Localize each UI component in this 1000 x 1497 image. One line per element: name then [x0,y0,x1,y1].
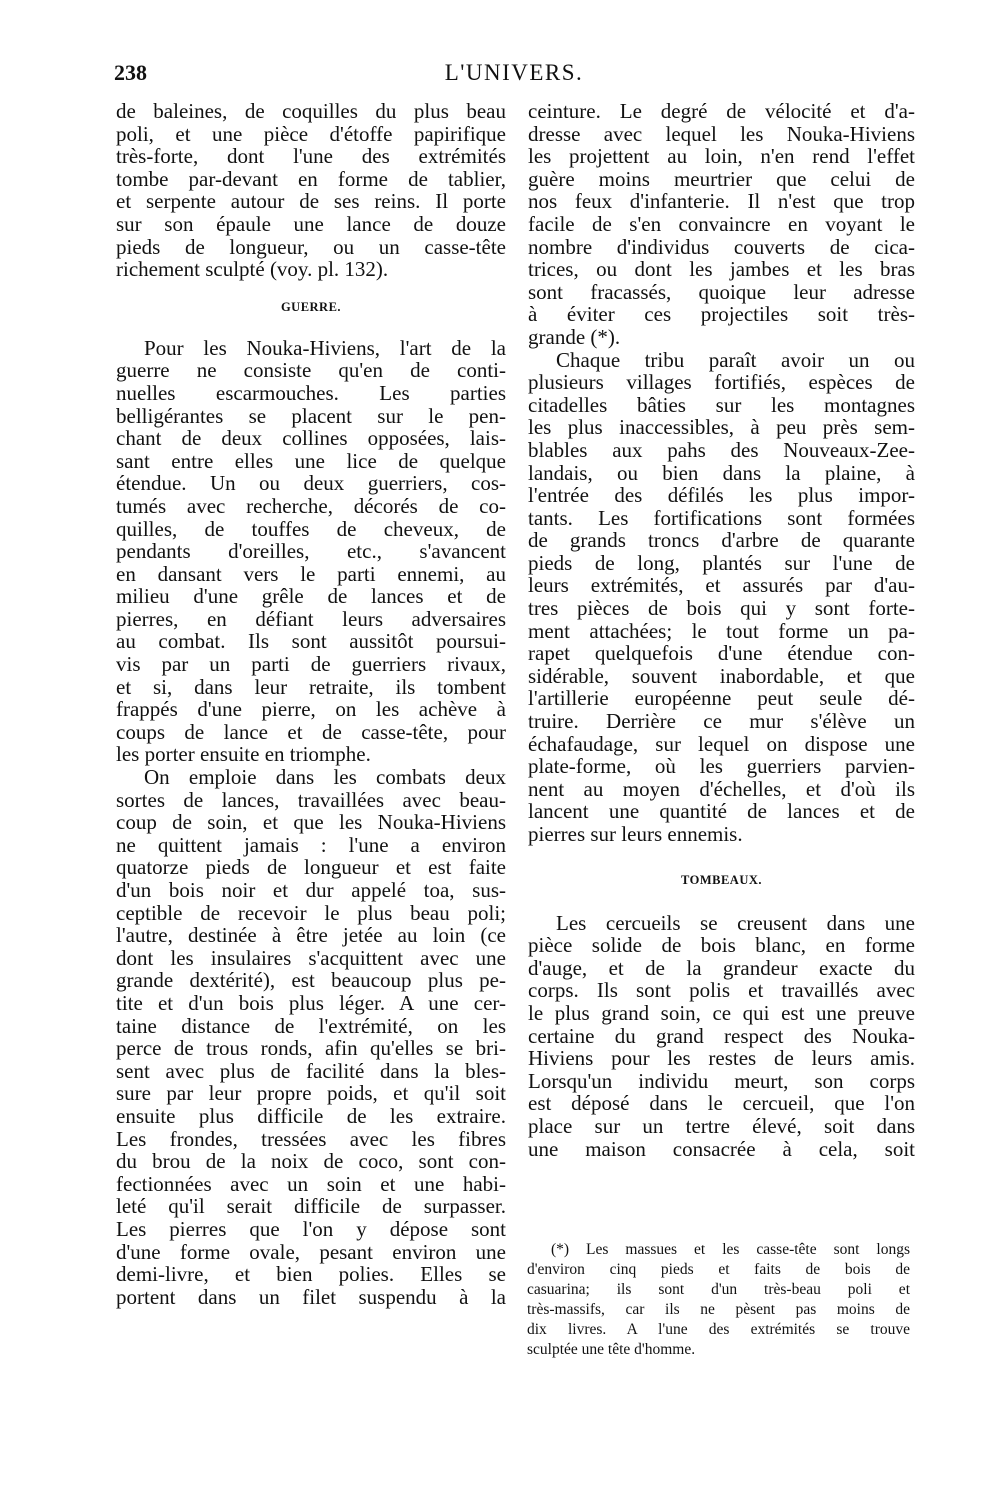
text-line: le plus grand soin, ce qui est une preuve [528,1000,915,1025]
text-line: corps. Ils sont polis et travaillés avec [528,978,915,1003]
text-line: est déposé dans le cercueil, que l'on [528,1091,915,1116]
text-line: coups de lance et de casse-tête, pour [116,719,506,744]
text-line: sortes de lances, travaillées avec beau- [116,787,506,812]
text-line: pendants d'oreilles, etc., s'avancent [116,539,506,564]
page-number: 238 [114,60,147,85]
text-line: place sur un tertre élevé, soit dans [528,1113,915,1138]
text-line: l'artillerie européenne peut seule dé- [528,686,915,711]
text-line: étendue. Un ou deux guerriers, cos- [116,471,506,496]
text-line: ceinture. Le degré de vélocité et d'a- [528,99,915,123]
paragraph-guerre-1 [116,337,506,766]
text-line: tants. Les fortifications sont formées [528,505,915,530]
text-line: l'autre, destinée à être jetée au loin (ce [116,923,506,948]
paragraph-guerre-2 [116,766,506,1308]
text-line: pierres, en défiant leurs adversaires [116,606,506,631]
text-line: grande (*). [528,324,621,349]
text-line: On emploie dans les combats deux [144,765,506,790]
right-column [528,100,915,1160]
text-line: demi-livre, et bien polies. Elles se [116,1262,506,1287]
text-line: une maison consacrée à cela, soit [528,1136,915,1161]
text-line: sidérable, souvent inabordable, et que [528,663,915,688]
text-line: milieu d'une grêle de lances et de [116,584,506,609]
text-line: leté qu'il serait difficile de surpasser. [116,1194,506,1219]
text-line: de grands troncs d'arbre de quarante [528,528,915,553]
text-line: ensuite plus difficile de les extraire. [116,1103,506,1128]
text-line: tumés avec recherche, décorés de co- [116,493,506,518]
text-line: leurs extrémités, et assurés par d'au- [528,573,915,598]
text-line: tres pièces de bois qui y sont forte- [528,596,915,621]
text-line: grande dextérité), est beaucoup plus pe- [116,968,506,993]
text-line: pièce solide de bois blanc, en forme [528,933,915,958]
footnote-line: dix livres. A l'une des extrémités se trouve [527,1321,910,1338]
text-line: quatorze pieds de longueur et est faite [116,855,506,880]
text-line: perce de trous ronds, afin qu'elles se bri- [116,1036,506,1061]
text-line: guère moins meurtrier que celui de [528,166,915,191]
paragraph-tombeaux [528,912,915,1161]
text-line: facile de s'en convaincre en voyant le [528,211,915,236]
text-line: ne quittent jamais : l'une a environ [116,832,506,857]
text-line: portent dans un filet suspendu à la [116,1284,506,1309]
text-line: ceptible de recevoir le plus beau poli; [116,900,506,925]
footnote-line: d'environ cinq pieds et faits de bois de [527,1261,910,1278]
text-line: belligérantes se placent sur le pen- [116,403,506,428]
footnote [527,1240,910,1360]
text-line: landais, ou bien dans la plaine, à [528,460,915,485]
text-line: pieds de long, plantés sur l'une de [528,550,915,575]
text-line: à éviter ces projectiles soit très- [528,302,915,327]
running-title: L'UNIVERS. [444,60,584,85]
section-heading-tombeaux: TOMBEAUX. [680,872,762,887]
footnote-line: (*) Les massues et les casse-tête sont longs [551,1241,910,1258]
text-line: sont fracassés, quoique leur adresse [528,279,915,304]
text-line: richement sculpté (voy. pl. 132). [116,257,389,282]
text-line: truire. Derrière ce mur s'élève un [528,709,915,734]
section-heading-guerre: GUERRE. [280,299,342,314]
text-line: les porter ensuite en triomphe. [116,742,371,767]
intro-paragraph [116,100,506,281]
text-line: nos feux d'infanterie. Il n'est que trop [528,189,915,214]
text-line: Lorsqu'un individu meurt, son corps [528,1068,915,1093]
text-line: Les pierres que l'on y dépose sont [116,1216,506,1241]
text-line: blables aux pahs des Nouveaux-Zee- [528,437,915,462]
text-line: pieds de longueur, ou un casse-tête [116,234,506,259]
text-line: Les cercueils se creusent dans une [556,910,915,935]
text-line: au combat. Ils sont aussitôt poursui- [116,629,506,654]
text-line: frappés d'une pierre, on les achève à [116,697,506,722]
text-line: quilles, de touffes de cheveux, de [116,516,506,541]
text-line: certaine du grand respect des Nouka- [528,1023,915,1048]
text-line: citadelles bâties sur les montagnes [528,392,915,417]
text-line: Chaque tribu paraît avoir un ou [556,347,915,372]
text-line: plusieurs villages fortifiés, espèces de [528,370,915,395]
text-line: coup de soin, et que les Nouka-Hiviens [116,810,506,835]
text-line: sur son épaule une lance de douze [116,211,506,236]
text-line: l'entrée des défilés les plus impor- [528,483,915,508]
text-line: Hiviens pour les restes de leurs amis. [528,1046,915,1071]
text-line: et serpente autour de ses reins. Il porte [116,189,506,214]
text-line: les plus inaccessibles, à peu près sem- [528,415,915,440]
text-line: Pour les Nouka-Hiviens, l'art de la [144,335,506,360]
text-line: nent au moyen d'échelles, et d'où ils [528,776,915,801]
text-line: sure par leur propre poids, et qu'il soit [116,1081,506,1106]
text-line: lancent une quantité de lances et de [528,799,915,824]
text-line: taine distance de l'extrémité, on les [116,1013,506,1038]
text-line: rapet quelquefois d'une étendue con- [528,641,915,666]
text-line: et si, dans leur retraite, ils tombent [116,674,506,699]
text-line: pierres sur leurs ennemis. [528,822,743,846]
text-line: tombe par-devant en forme de tablier, [116,166,506,191]
text-line: tite et d'un bois plus léger. A une cer- [116,990,506,1015]
text-line: fectionnées avec un soin et une habi- [116,1171,506,1196]
text-line: trices, ou dont les jambes et les bras [528,257,915,282]
text-line: sant entre elles une lice de quelque [116,448,506,473]
text-line: vis par un parti de guerriers rivaux, [116,652,506,677]
left-column [116,100,506,1308]
text-line: de baleines, de coquilles du plus beau [116,99,506,123]
page-header [114,60,914,92]
text-line: en dansant vers le parti ennemi, au [116,561,506,586]
text-line: les projettent au loin, n'en rend l'effet [528,144,915,169]
text-line: d'auge, et de la grandeur exacte du [528,955,915,980]
text-line: sent avec plus de facilité dans la bles- [116,1058,506,1083]
footnote-line: casuarina; ils sont d'un très-beau poli et [527,1281,910,1298]
text-line: poli, et une pièce d'étoffe papirifique [116,121,506,146]
text-line: échafaudage, sur lequel on dispose une [528,731,915,756]
text-line: nombre d'individus couverts de cica- [528,234,915,259]
text-line: ment attachées; le tout forme un pa- [528,618,915,643]
paragraph-villages [528,349,915,846]
text-line: d'un bois noir et dur appelé toa, sus- [116,878,506,902]
text-line: d'une forme ovale, pesant environ une [116,1239,506,1264]
footnote-line: très-massifs, car ils ne pèsent pas moins de [527,1301,910,1318]
text-line: très-forte, dont l'une des extrémités [116,144,506,169]
text-line: dresse avec lequel les Nouka-Hiviens [528,121,915,146]
text-line: guerre ne consiste qu'en de conti- [116,358,506,383]
text-line: Les frondes, tressées avec les fibres [116,1126,506,1151]
text-line: plate-forme, où les guerriers parvien- [528,754,915,779]
text-line: chant de deux collines opposées, lais- [116,426,506,451]
text-line: dont les insulaires s'acquittent avec une [116,945,506,970]
text-line: nuelles escarmouches. Les parties [116,380,506,405]
paragraph-frondes-continued [528,100,915,349]
text-line: du brou de la noix de coco, sont con- [116,1149,506,1174]
footnote-line: sculptée une tête d'homme. [527,1341,696,1358]
